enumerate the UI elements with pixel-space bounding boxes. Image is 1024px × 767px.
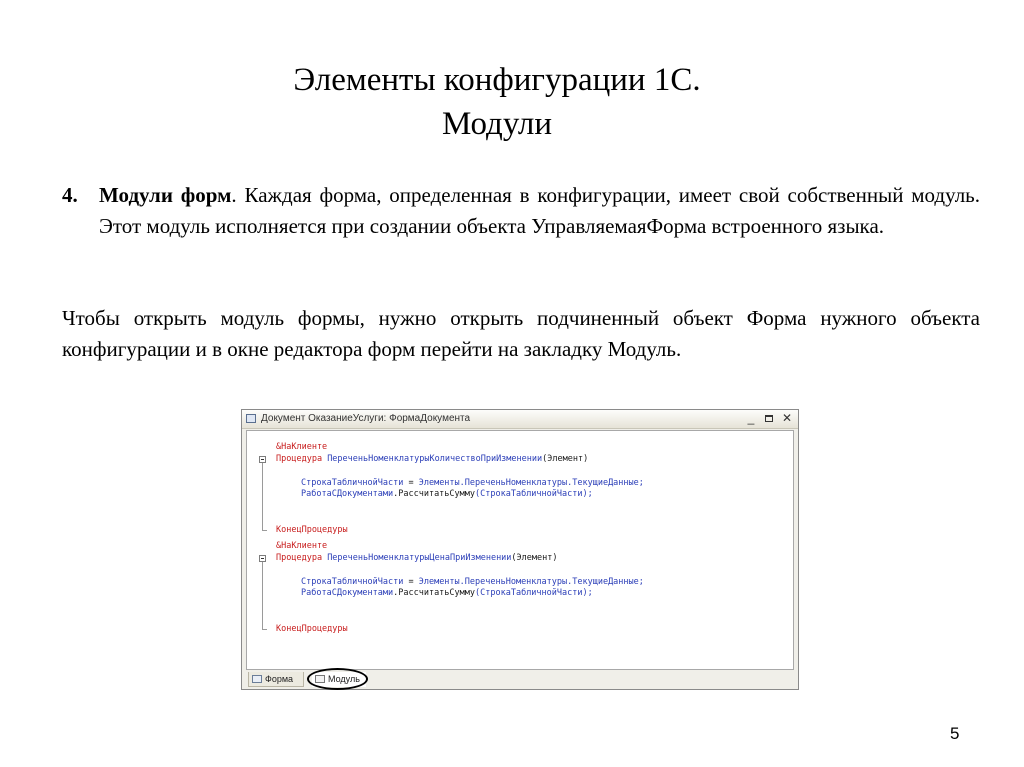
minimize-button[interactable]: _ (747, 411, 755, 425)
code-method: .РассчитатьСумму (393, 588, 476, 598)
title-line-2: Модули (441, 106, 553, 142)
code-editor[interactable] (246, 430, 794, 670)
list-item-text (99, 180, 980, 242)
code-operator: = (403, 478, 419, 488)
collapse-icon[interactable] (259, 456, 266, 463)
code-operator: = (403, 577, 419, 587)
tab-label: Форма (265, 674, 294, 684)
fold-line (262, 562, 263, 629)
window-title: Документ ОказаниеУслуги: ФормаДокумента (261, 413, 471, 424)
fold-line (262, 463, 263, 530)
code-identifier: РаботаСДокументами (301, 588, 394, 598)
page-title (60, 58, 934, 146)
code-statement (276, 478, 644, 489)
maximize-button[interactable] (762, 411, 776, 425)
code-call-args: (СтрокаТабличнойЧасти); (475, 489, 593, 499)
code-procedure-header (276, 454, 588, 465)
form-icon (252, 675, 262, 683)
close-button[interactable]: ✕ (781, 411, 793, 425)
tab-form[interactable] (248, 672, 304, 687)
code-proc-name: ПереченьНоменклатурыКоличествоПриИзменении (327, 454, 543, 464)
fold-end (262, 530, 267, 531)
code-procedure-end: КонецПроцедуры (276, 525, 348, 535)
code-statement (276, 588, 593, 599)
title-line-1: Элементы конфигурации 1С. (293, 62, 701, 98)
code-proc-args: (Элемент) (511, 553, 558, 563)
highlight-circle (307, 668, 368, 690)
list-item-body: . Каждая форма, определенная в конфигурации, имеет свой собственный модуль. Этот модуль исполняется при создании объекта УправляемаяФорма встроенного языка. (99, 183, 980, 238)
code-directive: &НаКлиенте (276, 541, 328, 551)
code-procedure-end: КонецПроцедуры (276, 624, 348, 634)
code-identifier: РаботаСДокументами (301, 489, 394, 499)
form-editor-window (241, 409, 799, 690)
instruction-paragraph: Чтобы открыть модуль формы, нужно открыть подчиненный объект Форма нужного объекта конфигурации и в окне редактора форм перейти на закладку Модуль. (62, 306, 980, 361)
code-directive: &НаКлиенте (276, 442, 328, 452)
list-item-4 (62, 180, 980, 242)
fold-end (262, 629, 267, 630)
code-procedure-header (276, 553, 557, 564)
code-proc-args: (Элемент) (542, 454, 589, 464)
document-icon (246, 414, 256, 423)
maximize-icon (765, 415, 773, 422)
code-call-args: (СтрокаТабличнойЧасти); (475, 588, 593, 598)
code-identifier: СтрокаТабличнойЧасти (301, 577, 404, 587)
fold-gutter (247, 431, 269, 669)
code-statement (276, 489, 593, 500)
page-number: 5 (950, 724, 960, 743)
window-titlebar[interactable] (242, 410, 798, 429)
code-identifier: Элементы.ПереченьНоменклатуры.ТекущиеДанные; (418, 577, 644, 587)
code-statement (276, 577, 644, 588)
collapse-icon[interactable] (259, 555, 266, 562)
code-identifier: СтрокаТабличнойЧасти (301, 478, 404, 488)
code-method: .РассчитатьСумму (393, 489, 476, 499)
code-keyword: Процедура (276, 553, 323, 563)
list-item-bold-term: Модули форм (99, 183, 232, 207)
code-identifier: Элементы.ПереченьНоменклатуры.ТекущиеДанные; (418, 478, 644, 488)
code-keyword: Процедура (276, 454, 323, 464)
tab-label: Модуль (328, 674, 360, 684)
list-item-number: 4. (62, 183, 78, 207)
code-proc-name: ПереченьНоменклатурыЦенаПриИзменении (327, 553, 512, 563)
